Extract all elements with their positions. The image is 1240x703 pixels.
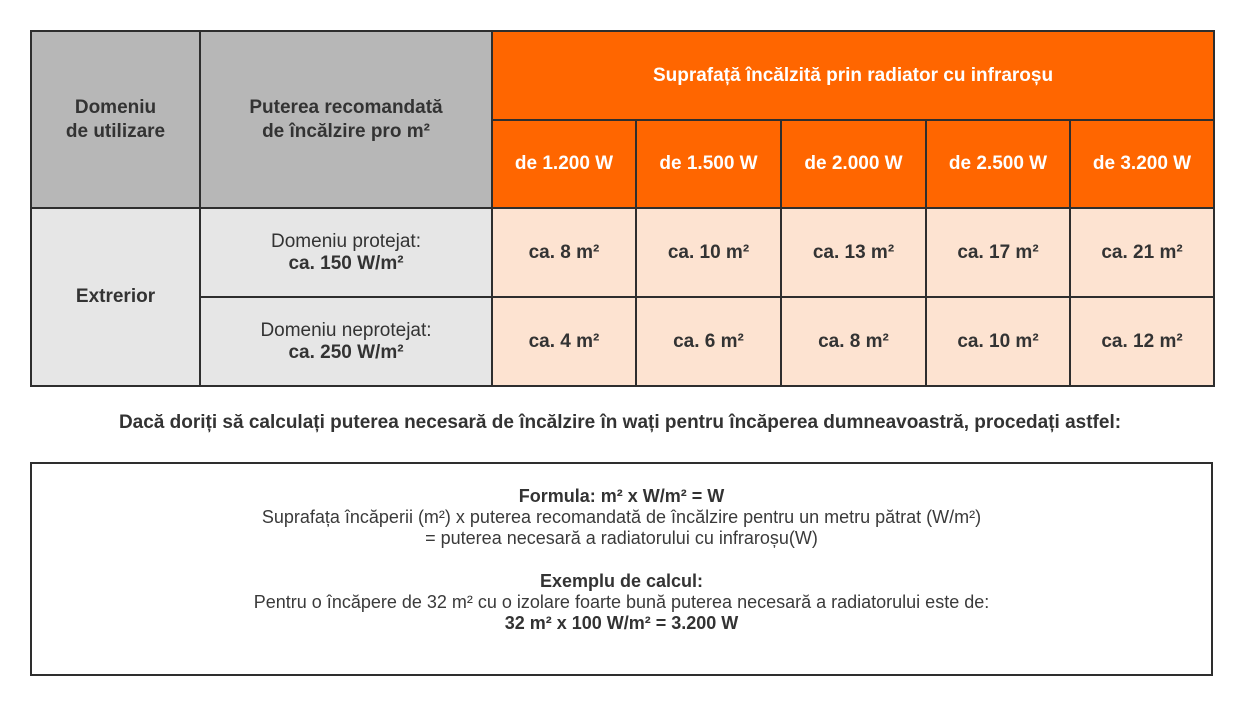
table-row xyxy=(31,208,1214,297)
heating-table xyxy=(30,30,1215,387)
header-domain-line2: de utilizare xyxy=(65,120,166,142)
value-cell: ca. 13 m² xyxy=(781,208,926,297)
header-domain-line1: Domeniu xyxy=(74,96,157,118)
example-line: Pentru o încăpere de 32 m² cu o izolare foarte bună puterea necesară a radiatorului este de: xyxy=(253,592,990,612)
header-power-line2: de încălzire pro m² xyxy=(262,120,430,142)
power-cell xyxy=(200,208,492,297)
header-power-line1: Puterea recomandată xyxy=(249,96,443,118)
instruction-note: Dacă doriți să calculați puterea necesară de încălzire în wați pentru încăperea dumneavoastră, procedați astfel: xyxy=(118,412,1122,433)
formula-line-1: Suprafața încăperii (m²) x puterea recomandată de încălzire pentru un metru pătrat (W/m²) xyxy=(261,507,982,527)
header-wattage-3200: de 3.200 W xyxy=(1070,120,1214,208)
value-cell: ca. 4 m² xyxy=(492,297,636,386)
power-value: ca. 150 W/m² xyxy=(288,252,404,274)
value-cell: ca. 10 m² xyxy=(926,297,1070,386)
formula-line-2: = puterea necesară a radiatorului cu infraroșu(W) xyxy=(425,528,818,548)
header-power xyxy=(200,31,492,208)
value-cell: ca. 8 m² xyxy=(781,297,926,386)
power-value: ca. 250 W/m² xyxy=(288,341,404,363)
header-wattage-1500: de 1.500 W xyxy=(636,120,781,208)
power-label: Domeniu protejat: xyxy=(271,230,421,252)
value-cell: ca. 12 m² xyxy=(1070,297,1214,386)
formula-title: Formula: m² x W/m² = W xyxy=(518,486,725,506)
header-wattage-2000: de 2.000 W xyxy=(781,120,926,208)
header-wattage-1200: de 1.200 W xyxy=(492,120,636,208)
domain-cell: Extrerior xyxy=(31,208,200,386)
header-surface: Suprafață încălzită prin radiator cu infraroșu xyxy=(492,31,1214,120)
example-title: Exemplu de calcul: xyxy=(539,571,704,591)
value-cell: ca. 8 m² xyxy=(492,208,636,297)
value-cell: ca. 6 m² xyxy=(636,297,781,386)
example-result: 32 m² x 100 W/m² = 3.200 W xyxy=(504,613,739,633)
power-cell xyxy=(200,297,492,386)
value-cell: ca. 17 m² xyxy=(926,208,1070,297)
formula-box xyxy=(30,462,1213,676)
power-label: Domeniu neprotejat: xyxy=(260,319,432,341)
table-row xyxy=(31,297,1214,386)
value-cell: ca. 10 m² xyxy=(636,208,781,297)
header-domain xyxy=(31,31,200,208)
value-cell: ca. 21 m² xyxy=(1070,208,1214,297)
header-wattage-2500: de 2.500 W xyxy=(926,120,1070,208)
